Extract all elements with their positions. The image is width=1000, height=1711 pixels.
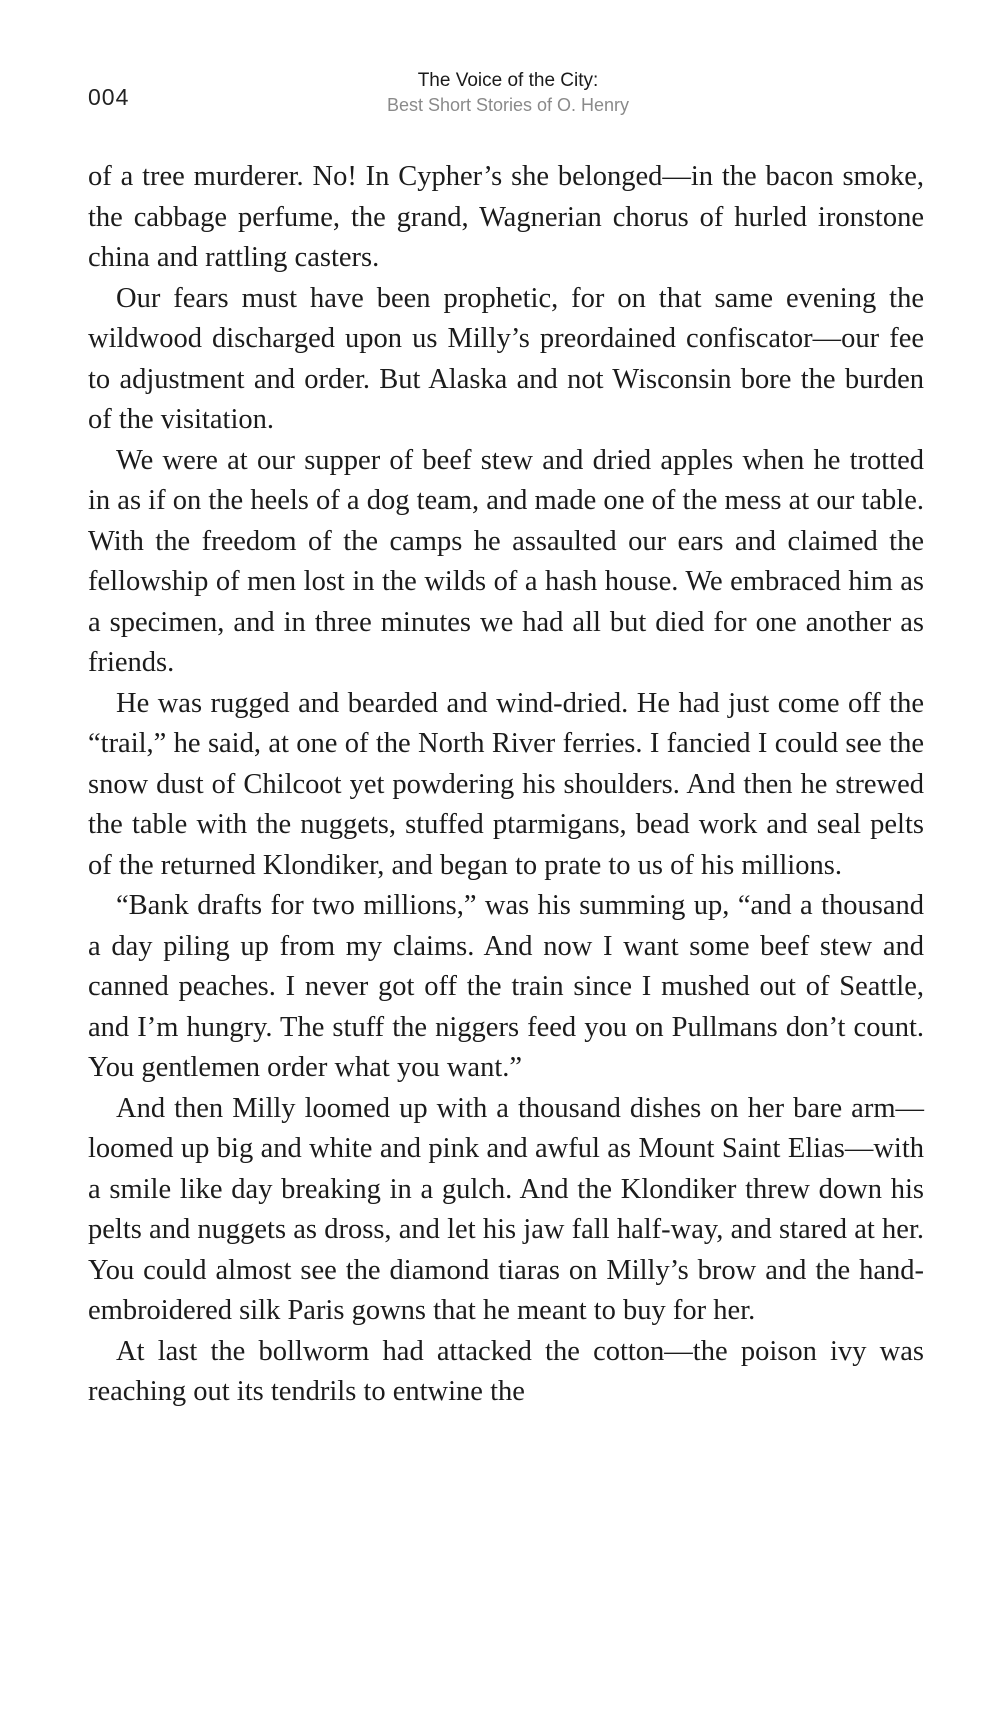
page-number: 004	[88, 84, 130, 110]
paragraph: of a tree murderer. No! In Cypher’s she belonged—in the bacon smoke, the cabbage perfume, the grand, Wagnerian chorus of hurled ironstone china and rattling casters.	[88, 161, 924, 273]
page-header	[0, 66, 1000, 126]
book-title: The Voice of the City:	[417, 70, 599, 91]
paragraph: “Bank drafts for two millions,” was his summing up, “and a thousand a day piling up from my claims. And now I want some beef stew and canned peaches. I never got off the train since I mushed out of Seattle, and I’m hungry. The stuff the niggers feed you on Pullmans don’t count. You gentlemen order what you want.”	[88, 890, 924, 1083]
paragraph: Our fears must have been prophetic, for on that same evening the wildwood discharged upon us Milly’s preordained confiscator—our fee to adjustment and order. But Alaska and not Wisconsin bore the burden of the visitation.	[88, 282, 924, 435]
paragraph: At last the bollworm had attacked the cotton—the poison ivy was reaching out its tendrils to entwine the	[88, 1335, 924, 1407]
paragraph: And then Milly loomed up with a thousand dishes on her bare arm—loomed up big and white and pink and awful as Mount Saint Elias—with a smile like day breaking in a gulch. And the Klondiker threw down his pelts and nuggets as dross, and let his jaw fall half-way, and stared at her. You could almost see the diamond tiaras on Milly’s brow and the hand-embroidered silk Paris gowns that he meant to buy for her.	[88, 1092, 924, 1326]
body-text	[88, 157, 924, 1413]
paragraph: We were at our supper of beef stew and dried apples when he trotted in as if on the heels of a dog team, and made one of the mess at our table. With the freedom of the camps he assaulted our ears and claimed the fellowship of men lost in the wilds of a hash house. We embraced him as a specimen, and in three minutes we had all but died for one another as friends.	[88, 444, 924, 678]
book-subtitle: Best Short Stories of O. Henry	[386, 95, 630, 115]
paragraph: He was rugged and bearded and wind-dried. He had just come off the “trail,” he said, at one of the North River ferries. I fancied I could see the snow dust of Chilcoot yet powdering his shoulders. And then he strewed the table with the nuggets, stuffed ptarmigans, bead work and seal pelts of the returned Klondiker, and began to prate to us of his millions.	[88, 687, 924, 881]
